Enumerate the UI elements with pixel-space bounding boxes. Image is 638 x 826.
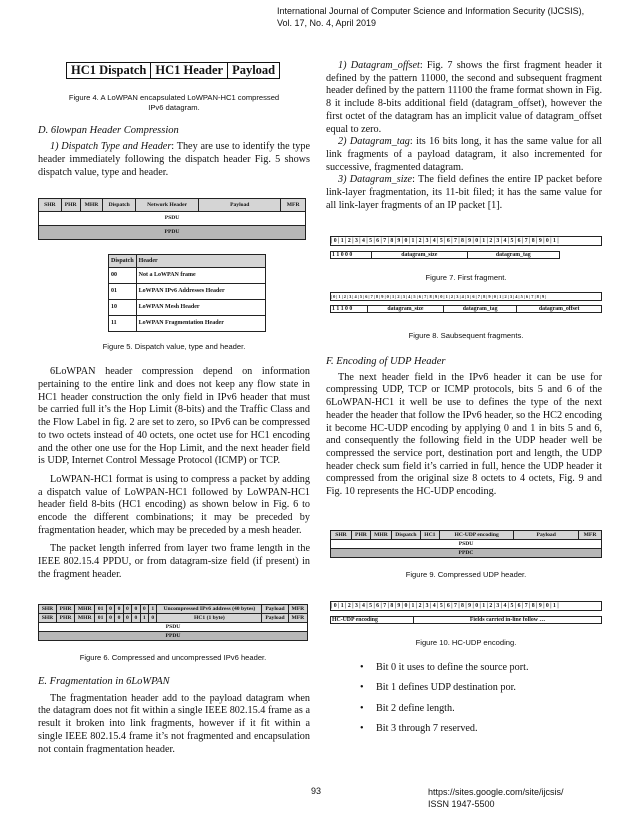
footer-url: https://sites.google.com/site/ijcsis/ (428, 787, 564, 797)
footer-issn: ISSN 1947-5500 (428, 799, 495, 809)
fig10-field-encoding: HC-UDP encoding (331, 617, 414, 624)
frame-cell: 0 (132, 614, 140, 623)
frame-cell: SHR (331, 531, 352, 540)
size-text: : The field defines the entire IP packet before link-layer fragmentation, its 11-bit filed; it has the same value for all link-layer fragments of an IP packet [1]. (326, 174, 602, 211)
fig8 (330, 292, 602, 341)
fig4-cell: HC1 Dispatch (67, 63, 151, 79)
tag-label: 2) Datagram_tag (338, 136, 410, 148)
frame-cell: PHR (56, 614, 74, 623)
fig8-field-tag: datagram_tag (443, 306, 516, 313)
fig10-fields (330, 616, 602, 624)
dispatch-label: 1) Dispatch Type and Header (50, 141, 172, 153)
frame-cell: 0 (115, 614, 123, 623)
dispatch-type: Not a LoWPAN frame (136, 268, 265, 284)
frame-cell: MHR (370, 531, 391, 540)
fig7-field-size: datagram_size (372, 252, 468, 259)
frame-cell: MHR (75, 614, 95, 623)
dispatch-head: Dispatch (109, 254, 137, 268)
frame-cell: 0 (140, 605, 148, 614)
fig7 (330, 236, 602, 283)
fig4-cell: Payload (228, 63, 280, 79)
frame-cell: Payload (262, 614, 288, 623)
frame-cell: 1 (140, 614, 148, 623)
fig10-field-inline: Fields carried in-line follow … (414, 617, 602, 624)
fig5-dispatch-table (108, 254, 266, 333)
frame-cell: Payload (262, 605, 288, 614)
fig8-field-offset: datagram_offset (517, 306, 602, 313)
psdu-bar: PSDU (331, 540, 602, 549)
dispatch-type: LoWPAN Mesh Header (136, 300, 265, 316)
psdu-bar: PSDU (39, 623, 308, 632)
frame-cell: PHR (61, 198, 80, 212)
page-number: 93 (311, 786, 322, 796)
frame-cell: Payload (199, 198, 281, 212)
header-head: Header (136, 254, 265, 268)
frame-cell: 0 (132, 605, 140, 614)
bit-list (326, 662, 602, 743)
dispatch-type: LoWPAN Fragmentation Header (136, 316, 265, 332)
offset-label: 1) Datagram_offset (338, 60, 420, 71)
frame-cell: 0 (123, 614, 131, 623)
fig8-pattern: 1 1 1 0 0 (331, 306, 368, 313)
list-item: • Bit 0 it uses to define the source port. (326, 662, 602, 675)
footer-right (428, 786, 564, 810)
section-e-title: E. Fragmentation in 6LoWPAN (38, 676, 170, 687)
frame-cell: MHR (75, 605, 95, 614)
tag-text: : its 16 bits long, it has the same value for all link fragments of a payload datagram, it also incremented for successive, fragmented datagram. (326, 136, 603, 173)
frame-cell: 01 (95, 605, 106, 614)
frame-cell: MFR (288, 614, 307, 623)
left-column (38, 62, 310, 582)
size-label: 3) Datagram_size (338, 174, 413, 186)
ppdu-bar: PPDU (39, 225, 306, 239)
ppdu-bar: PPDC (331, 549, 602, 558)
frame-cell: SHR (39, 198, 62, 212)
fig9-caption: Figure 9. Compressed UDP header. (405, 570, 527, 579)
frame-cell: 0 (106, 614, 114, 623)
frame-cell: 01 (95, 614, 106, 623)
offset-text: : Fig. 7 shows the first fragment header it defined by the pattern 11000, the second and subsequent fragment header defined by the pattern 11100 the frame format shown in Fig. 8 it include 8-bits additional field (datagram_offset), however the first octet of the datagram has an implicit value of datagram_offset equal to zero. (326, 60, 602, 135)
frame-cell: Uncompressed IPv6 address (40 bytes) (157, 605, 262, 614)
section-f-title: F. Encoding of UDP Header (326, 356, 446, 367)
fig10 (330, 601, 602, 648)
dispatch-value: 11 (109, 316, 137, 332)
frame-cell: MHR (80, 198, 103, 212)
fig5-frame (38, 198, 306, 240)
right-column-top (326, 60, 602, 212)
fig4-caption: Figure 4. A LoWPAN encapsulated LoWPAN-HC1 compressed IPv6 datagram. (68, 92, 280, 112)
section-e (38, 676, 310, 756)
fig5-caption: Figure 5. Dispatch value, type and header. (102, 342, 246, 352)
size-para (326, 174, 602, 212)
journal-header-line2: Vol. 17, No. 4, April 2019 (277, 18, 377, 28)
fig6-frame (38, 604, 308, 641)
frame-cell: Dispatch (391, 531, 420, 540)
body-paragraph: 6LoWPAN header compression depend on information pertaining to the entire link and does not keep any flow state in HC1 header construction the only field in IPv6 header that must be carried full it’s the Hop Limit (8-bits) and the Traffic Class and the Flow Label in fig. 2 are set to zero, so IPv6 can be compressed to two octets instead of 40 octets, one octet use for HC1 encoding and the other one use for the Hop Limit, and the next header field is UDP, Internet Control Message Protocol (ICMP) or TCP. (38, 366, 310, 467)
frame-cell: MFR (281, 198, 306, 212)
fig6-row-uncompressed (39, 605, 308, 614)
frame-cell: HC1 (420, 531, 439, 540)
body-paragraph: The packet length inferred from layer two frame length in the IEEE 802.15.4 PPDU, or from datagram-size field (if present) in the fragment header. (38, 543, 310, 580)
psdu-bar: PSDU (39, 212, 306, 226)
fig7-pattern: 1 1 0 0 0 (331, 252, 372, 259)
frame-cell: 0 (149, 614, 157, 623)
list-item: • Bit 2 define length. (326, 703, 602, 716)
frame-cell: Dispatch (103, 198, 136, 212)
fig4-cell: HC1 Header (151, 63, 228, 79)
journal-header-line1: International Journal of Computer Science and Information Security (IJCSIS), (277, 6, 585, 16)
section-f (326, 356, 602, 499)
frame-cell: Network Header (136, 198, 199, 212)
ppdu-bar: PPDU (39, 632, 308, 641)
frame-cell: MFR (579, 531, 602, 540)
fig9 (330, 530, 602, 580)
section-f-para: The next header field in the IPv6 header it can be use for compressing UDP, TCP or ICMP protocols, bits 5 and 6 of the 6LoWPAN-HC1 it well be use to defines the type of the next header the header that follow the IPv6 header, so the HC2 encoding it become HC-UDP encoding by applying 0 and 1 in bits 5 and 6, and consequently the following field in the UDP header well be compressed the service port, destination port and length, the UDP header check sum field it’s carried in full, hence the UDP header it compressed from the original size 8 octets to 4 octets, Fig. 9 and Fig. 10 represents the HC-UDP encoding. (326, 371, 602, 498)
body-paragraph: LoWPAN-HC1 format is using to compress a packet by adding a dispatch value of LoWPAN-HC1 followed by LoWPAN-HC1 header field 8-bits (HC1 encoding) as shown below in Fig. 6 to encode the different combinations; it may be preceded by fragmentation header, which may be preceded by a mesh header. (38, 473, 310, 536)
fig8-fields (330, 305, 602, 313)
frame-cell: SHR (39, 614, 57, 623)
fig8-bit-ruler: | 0 | 1 | 2 | 3 | 4 | 5 | 6 | 7 | 8 | 9 | 0 | 1 | 2 | 3 | 4 | 5 | 6 | 7 | 8 | 9 | 0 | 1 | 2 | 3 | 4 | 5 | 6 | 7 | 8 | 9 | 0 | 1 | 2 | 3 | 4 | 5 | 6 | 7 | 8 | 9 | (330, 292, 602, 301)
fig7-caption: Figure 7. First fragment. (425, 273, 507, 282)
frame-cell: HC-UDP encoding (439, 531, 514, 540)
fig6 (38, 604, 308, 663)
frame-cell: 0 (123, 605, 131, 614)
fig8-caption: Figure 8. Saubsequent fragments. (408, 331, 524, 340)
fig10-bit-ruler: | 0 | 1 | 2 | 3 | 4 | 5 | 6 | 7 | 8 | 9 | 0 | 1 | 2 | 3 | 4 | 5 | 6 | 7 | 8 | 9 | 0 | 1 | 2 | 3 | 4 | 5 | 6 | 7 | 8 | 9 | 0 | 1 | (330, 601, 602, 611)
frame-cell: SHR (39, 605, 57, 614)
section-e-para: The fragmentation header add to the payload datagram when the datagram does not fit within a single IEEE 802.15.4 frame as a result it broken into link fragments, however if it fit within a single IEEE 802.15.4 frame it’s not fragmented and encapsulation not contain fragmentation header. (38, 692, 310, 755)
list-item: • Bit 3 through 7 reserved. (326, 723, 602, 736)
frame-cell: PHR (351, 531, 370, 540)
dispatch-value: 10 (109, 300, 137, 316)
offset-para (326, 60, 602, 136)
dispatch-value: 01 (109, 284, 137, 300)
frame-cell: 0 (115, 605, 123, 614)
fig7-field-tag: datagram_tag (467, 252, 559, 259)
tag-para (326, 136, 602, 174)
frame-cell: PHR (56, 605, 74, 614)
frame-cell: HC1 (1 byte) (157, 614, 262, 623)
dispatch-type: LoWPAN IPv6 Addresses Header (136, 284, 265, 300)
frame-cell: MFR (288, 605, 307, 614)
fig10-caption: Figure 10. HC-UDP encoding. (415, 638, 517, 647)
fig6-row-compressed (39, 614, 308, 623)
fig6-caption: Figure 6. Compressed and uncompressed IPv6 header. (79, 653, 267, 662)
dispatch-text: : They are use to identify the type header immediately following the dispatch header Fig. 5 shows dispatch value, type and header. (38, 141, 310, 178)
frame-cell: Payload (514, 531, 579, 540)
section-d-para (38, 141, 310, 179)
fig7-bit-ruler: | 0 | 1 | 2 | 3 | 4 | 5 | 6 | 7 | 8 | 9 | 0 | 1 | 2 | 3 | 4 | 5 | 6 | 7 | 8 | 9 | 0 | 1 | 2 | 3 | 4 | 5 | 6 | 7 | 8 | 9 | 0 | 1 | (330, 236, 602, 246)
fig7-fields (330, 251, 560, 259)
journal-header (277, 5, 584, 29)
frame-cell: 1 (149, 605, 157, 614)
fig9-frame (330, 530, 602, 558)
fig8-field-size: datagram_size (368, 306, 444, 313)
frame-cell: 0 (106, 605, 114, 614)
dispatch-value: 00 (109, 268, 137, 284)
section-d-title: D. 6lowpan Header Compression (38, 124, 179, 136)
fig4-diagram (66, 62, 280, 79)
list-item: • Bit 1 defines UDP destination por. (326, 682, 602, 695)
